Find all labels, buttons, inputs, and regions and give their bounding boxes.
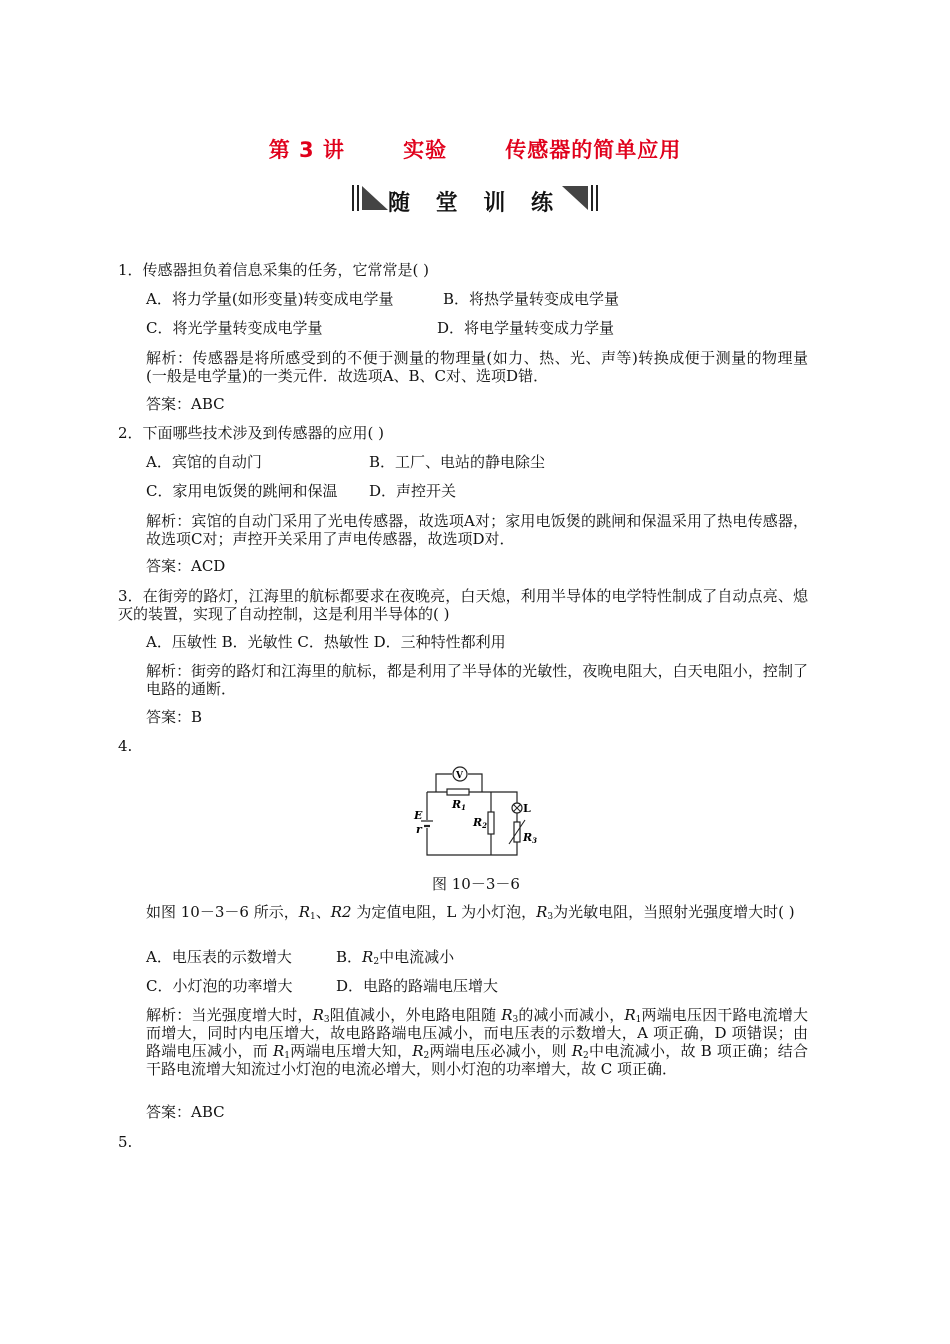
circuit-diagram: [410, 762, 550, 862]
q1-option-b: B．将热学量转变成电学量: [443, 290, 620, 308]
resistor-r2-icon: [488, 812, 494, 834]
q2-stem: 2．下面哪些技术涉及到传感器的应用( ): [118, 424, 385, 442]
q1-option-c: C．将光学量转变成电学量: [146, 319, 323, 337]
resistor-r1-icon: [447, 789, 469, 795]
q4-option-c: C．小灯泡的功率增大: [146, 977, 293, 995]
q1-option-d: D．将电学量转变成力学量: [437, 319, 615, 337]
svg-text:r: r: [416, 823, 422, 836]
circuit-wire-loop: [427, 792, 517, 855]
svg-text:R1: R1: [452, 798, 467, 812]
svg-text:R3: R3: [523, 831, 538, 845]
q3-answer: 答案：B: [146, 708, 203, 726]
q4-option-d: D．电路的路端电压增大: [336, 977, 499, 995]
q2-option-d: D．声控开关: [369, 482, 457, 500]
q4-number: 4.: [118, 737, 133, 755]
q4-analysis: 解析：当光强度增大时，$R_3$阻值减小，外电路电阻随 $R_3$的减小而减小，$R_1$两端电压因干路电流增大而增大，同时内电压增大，故电路路端电压减小，而电压表的示数增大，A 项正确，D 项错误；由路端电压减小，而 $R_1$两端电压增大知，$R_2$两端电压必减小，则 $R_2$中电流减小，故 B 项正确；结合干路电流增大知流过小灯泡的电流必增大，则小灯泡的功率增大，故 C 项正确．: [146, 1006, 808, 1078]
q1-analysis: 解析：传感器是将所感受到的不便于测量的物理量(如力、热、光、声等)转换成便于测量的物理量(一般是电学量)的一类元件．故选项A、B、C对、选项D错．: [146, 349, 808, 385]
q2-option-a: A．宾馆的自动门: [146, 453, 262, 471]
q4-stem: 如图 10－3－6 所示，$R_1$、R2 为定值电阻，L 为小灯泡，$R_3$为光敏电阻，当照射光强度增大时( ): [146, 903, 795, 922]
svg-text:R2: R2: [473, 816, 488, 830]
q1-stem: 1．传感器担负着信息采集的任务，它常常是( ): [118, 261, 430, 279]
q1-answer: 答案：ABC: [146, 395, 225, 413]
q5-number: 5.: [118, 1133, 133, 1151]
figure-caption: 图 10－3－6: [432, 875, 520, 893]
q4-option-b: B．$R_2$中电流减小: [336, 948, 455, 967]
q2-analysis: 解析：宾馆的自动门采用了光电传感器，故选项A对；家用电饭煲的跳闸和保温采用了热电传感器，故选项C对；声控开关采用了声电传感器，故选项D对．: [146, 512, 808, 548]
q4-answer: 答案：ABC: [146, 1103, 225, 1121]
q3-stem: 3．在街旁的路灯，江海里的航标都要求在夜晚亮，白天熄，利用半导体的电学特性制成了自动点亮、熄灭的装置，实现了自动控制，这是利用半导体的( ): [118, 587, 808, 623]
q2-answer: 答案：ACD: [146, 557, 226, 575]
section-banner-text: 随 堂 训 练: [388, 191, 562, 216]
q3-options: A．压敏性 B．光敏性 C．热敏性 D．三种特性都利用: [146, 633, 506, 651]
q1-option-a: A．将力学量(如形变量)转变成电学量: [146, 290, 394, 308]
q2-option-c: C．家用电饭煲的跳闸和保温: [146, 482, 338, 500]
q2-option-b: B．工厂、电站的静电除尘: [369, 453, 546, 471]
svg-text:L: L: [523, 802, 531, 815]
page-title: 第 3 讲 实验 传感器的简单应用: [268, 138, 682, 162]
svg-text:V: V: [456, 771, 463, 781]
q4-option-a: A．电压表的示数增大: [146, 948, 292, 966]
svg-text:E: E: [414, 809, 423, 822]
q3-analysis: 解析：街旁的路灯和江海里的航标，都是利用了半导体的光敏性，夜晚电阻大，白天电阻小，控制了电路的通断．: [146, 662, 808, 698]
